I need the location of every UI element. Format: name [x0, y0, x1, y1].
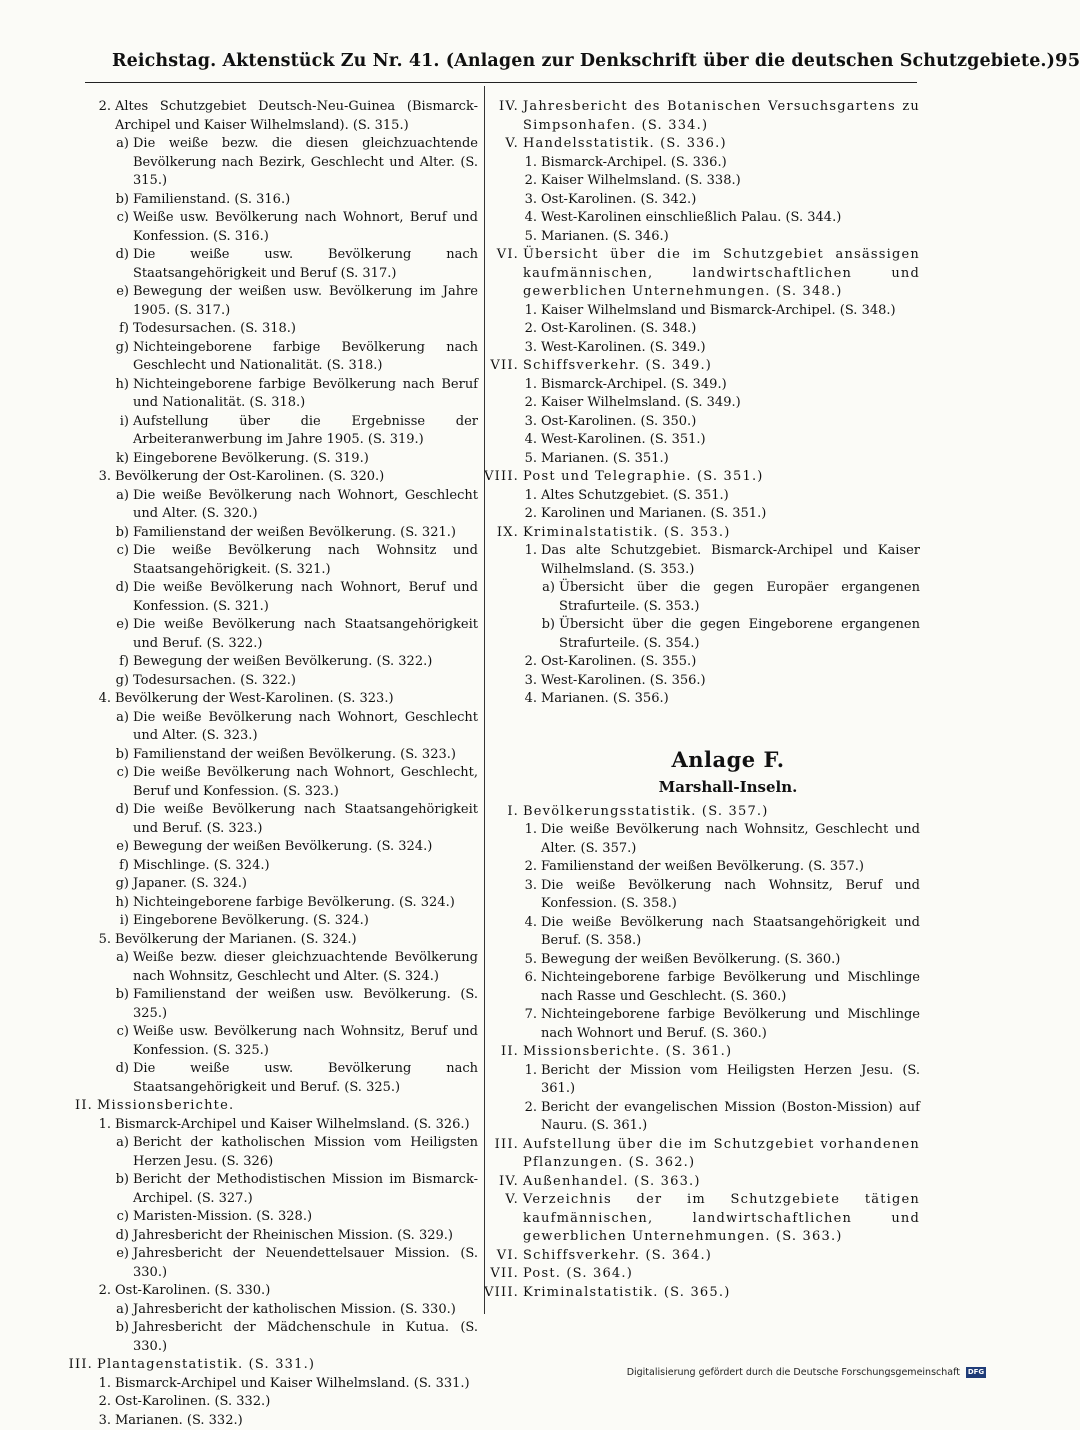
toc-entry-text: West-Karolinen. (S. 349.) — [541, 340, 706, 355]
toc-entry-number: a) — [116, 949, 133, 968]
toc-entry-text: Kriminalstatistik. (S. 353.) — [523, 525, 730, 540]
toc-entry-number: IX. — [497, 524, 523, 543]
toc-entry-text: Bewegung der weißen Bevölkerung. (S. 324.) — [133, 839, 432, 854]
toc-entry — [133, 1208, 478, 1227]
toc-entry-number: a) — [542, 579, 559, 598]
toc-entry-text: Schiffsverkehr. (S. 364.) — [523, 1248, 712, 1263]
toc-entry — [541, 653, 920, 672]
toc-entry-text: Marianen. (S. 351.) — [541, 451, 669, 466]
toc-entry-text: Plantagenstatistik. (S. 331.) — [97, 1357, 315, 1372]
toc-entry-number: g) — [116, 875, 133, 894]
toc-entry-number: 3. — [99, 1412, 115, 1430]
toc-entry — [133, 191, 478, 210]
toc-entry-text: Todesursachen. (S. 318.) — [133, 321, 296, 336]
toc-entry — [133, 320, 478, 339]
toc-entry-number: f) — [119, 857, 133, 876]
toc-entry — [133, 413, 478, 450]
toc-entry — [523, 1043, 920, 1062]
column-divider — [484, 86, 485, 1314]
toc-entry — [541, 690, 920, 709]
toc-entry-number: f) — [119, 653, 133, 672]
toc-entry — [523, 468, 920, 487]
annex-list — [496, 803, 920, 1303]
toc-entry-text: Japaner. (S. 324.) — [133, 876, 247, 891]
toc-entry-text: Weiße bezw. dieser gleichzuachtende Bevölkerung nach Wohnsitz, Geschlecht und Alter. (S. 324.) — [133, 950, 478, 984]
toc-entry-number: i) — [120, 413, 133, 432]
toc-entry-text: West-Karolinen einschließlich Palau. (S. 344.) — [541, 210, 841, 225]
toc-entry — [541, 1099, 920, 1136]
toc-entry — [133, 339, 478, 376]
toc-entry — [133, 1301, 478, 1320]
toc-entry-number: d) — [116, 801, 133, 820]
toc-entry-number: 6. — [525, 969, 541, 988]
toc-entry-number: h) — [116, 376, 133, 395]
toc-entry — [541, 969, 920, 1006]
toc-entry-number: 2. — [525, 505, 541, 524]
toc-entry-number: d) — [116, 1060, 133, 1079]
toc-entry-text: Die weiße Bevölkerung nach Wohnsitz, Beruf und Konfession. (S. 358.) — [541, 878, 920, 912]
toc-entry-number: 5. — [99, 931, 115, 950]
toc-entry — [523, 135, 920, 154]
toc-entry-number: 5. — [525, 228, 541, 247]
toc-entry-text: Übersicht über die im Schutzgebiet ansässigen kaufmännischen, landwirtschaftlichen und gewerblichen Unternehmungen. (S. 348.) — [523, 247, 920, 299]
toc-entry — [133, 1171, 478, 1208]
toc-entry — [541, 858, 920, 877]
toc-entry-text: Weiße usw. Bevölkerung nach Wohnsitz, Beruf und Konfession. (S. 325.) — [133, 1024, 478, 1058]
toc-entry — [133, 579, 478, 616]
toc-entry — [133, 857, 478, 876]
toc-entry-number: e) — [116, 283, 133, 302]
toc-entry-number: 4. — [525, 914, 541, 933]
toc-entry — [133, 376, 478, 413]
toc-entry-number: IV. — [499, 1173, 523, 1192]
toc-entry-number: 5. — [525, 450, 541, 469]
toc-entry-number: 2. — [525, 394, 541, 413]
toc-entry-number: e) — [116, 616, 133, 635]
toc-entry-number: 1. — [99, 1116, 115, 1135]
toc-entry — [523, 1136, 920, 1173]
toc-entry-number: b) — [116, 746, 133, 765]
toc-entry-text: Verzeichnis der im Schutzgebiete tätigen kaufmännischen, landwirtschaftlichen und gewerblichen Unternehmungen. (S. 363.) — [523, 1192, 920, 1244]
toc-entry-text: Außenhandel. (S. 363.) — [523, 1174, 701, 1189]
toc-entry-number: i) — [120, 912, 133, 931]
toc-entry-number: g) — [116, 339, 133, 358]
toc-entry-number: 3. — [525, 339, 541, 358]
toc-entry — [541, 320, 920, 339]
toc-entry — [541, 951, 920, 970]
toc-entry-number: d) — [116, 246, 133, 265]
toc-entry-text: Ost-Karolinen. (S. 350.) — [541, 414, 696, 429]
toc-entry — [541, 172, 920, 191]
toc-entry-number: VII. — [490, 1265, 523, 1284]
toc-entry-text: Familienstand. (S. 316.) — [133, 192, 290, 207]
toc-entry-number: 1. — [525, 542, 541, 561]
toc-entry-text: Nichteingeborene farbige Bevölkerung nach Beruf und Nationalität. (S. 318.) — [133, 377, 478, 411]
toc-entry — [559, 616, 920, 653]
toc-entry-text: Bericht der evangelischen Mission (Boston-Mission) auf Nauru. (S. 361.) — [541, 1100, 920, 1134]
toc-entry-text: Schiffsverkehr. (S. 349.) — [523, 358, 712, 373]
toc-entry-text: West-Karolinen. (S. 356.) — [541, 673, 706, 688]
toc-entry-number: 1. — [525, 154, 541, 173]
footer-credit: Digitalisierung gefördert durch die Deutsche Forschungsgemeinschaft — [627, 1367, 960, 1378]
toc-entry — [133, 542, 478, 579]
toc-entry — [541, 413, 920, 432]
toc-entry-number: 2. — [99, 1393, 115, 1412]
toc-entry — [541, 542, 920, 579]
toc-entry-number: 4. — [525, 431, 541, 450]
toc-entry-text: Bericht der Methodistischen Mission im Bismarck-Archipel. (S. 327.) — [133, 1172, 478, 1206]
toc-entry-text: Handelsstatistik. (S. 336.) — [523, 136, 727, 151]
toc-entry-text: Kaiser Wilhelmsland. (S. 338.) — [541, 173, 741, 188]
toc-entry-number: II. — [501, 1043, 523, 1062]
toc-entry-text: Die weiße bezw. die diesen gleichzuachtende Bevölkerung nach Bezirk, Geschlecht und Alter. (S. 315.) — [133, 136, 478, 188]
toc-entry-number: 3. — [525, 877, 541, 896]
toc-entry-number: 2. — [525, 320, 541, 339]
toc-entry-text: Todesursachen. (S. 322.) — [133, 673, 296, 688]
toc-entry-text: Bewegung der weißen Bevölkerung. (S. 360.) — [541, 952, 840, 967]
toc-entry-text: Bevölkerung der Marianen. (S. 324.) — [115, 932, 357, 947]
toc-entry — [115, 1375, 478, 1394]
toc-entry-number: c) — [117, 1208, 133, 1227]
toc-entry-text: Kriminalstatistik. (S. 365.) — [523, 1285, 730, 1300]
toc-entry-text: Aufstellung über die Ergebnisse der Arbeiteranwerbung im Jahre 1905. (S. 319.) — [133, 414, 478, 448]
toc-entry — [133, 283, 478, 320]
toc-entry — [115, 1282, 478, 1301]
toc-entry-number: 2. — [99, 1282, 115, 1301]
toc-entry-number: c) — [117, 1023, 133, 1042]
toc-entry — [523, 246, 920, 302]
toc-entry-number: VI. — [497, 246, 523, 265]
toc-entry-number: d) — [116, 1227, 133, 1246]
toc-entry-text: Ost-Karolinen. (S. 332.) — [115, 1394, 270, 1409]
toc-entry-number: 2. — [525, 172, 541, 191]
toc-entry-number: 4. — [525, 209, 541, 228]
toc-entry-number: 3. — [525, 672, 541, 691]
toc-entry-text: Marianen. (S. 346.) — [541, 229, 669, 244]
toc-entry-text: Nichteingeborene farbige Bevölkerung und Mischlinge nach Wohnort und Beruf. (S. 360.) — [541, 1007, 920, 1041]
toc-entry-number: 2. — [99, 98, 115, 117]
toc-entry-text: Post. (S. 364.) — [523, 1266, 633, 1281]
toc-entry — [541, 505, 920, 524]
toc-entry — [133, 1023, 478, 1060]
toc-entry-number: c) — [117, 764, 133, 783]
toc-entry-number: a) — [116, 487, 133, 506]
page-header — [112, 50, 917, 78]
toc-entry-text: Die weiße Bevölkerung nach Wohnsitz, Geschlecht und Alter. (S. 357.) — [541, 822, 920, 856]
toc-entry-text: Post und Telegraphie. (S. 351.) — [523, 469, 764, 484]
toc-entry-number: b) — [542, 616, 559, 635]
toc-entry-number: I. — [507, 803, 523, 822]
toc-entry — [133, 450, 478, 469]
toc-entry — [541, 302, 920, 321]
toc-entry — [523, 1265, 920, 1284]
toc-entry-number: a) — [116, 1134, 133, 1153]
toc-entry-text: Jahresbericht der Mädchenschule in Kutua. (S. 330.) — [133, 1320, 478, 1354]
toc-entry-text: Bevölkerung der West-Karolinen. (S. 323.) — [115, 691, 394, 706]
toc-entry — [133, 1227, 478, 1246]
toc-entry — [133, 875, 478, 894]
toc-entry-number: 1. — [525, 821, 541, 840]
toc-entry — [133, 1319, 478, 1356]
toc-entry — [541, 339, 920, 358]
toc-entry-number: b) — [116, 986, 133, 1005]
toc-entry-number: V. — [505, 135, 523, 154]
toc-entry — [97, 1097, 478, 1116]
toc-entry-text: Marianen. (S. 332.) — [115, 1413, 243, 1428]
toc-entry-number: k) — [116, 450, 133, 469]
toc-entry — [133, 986, 478, 1023]
toc-entry-text: Familienstand der weißen Bevölkerung. (S. 321.) — [133, 525, 456, 540]
toc-entry-text: Jahresbericht der katholischen Mission. (S. 330.) — [133, 1302, 456, 1317]
toc-entry — [115, 931, 478, 950]
toc-entry-text: Nichteingeborene farbige Bevölkerung und Mischlinge nach Rasse und Geschlecht. (S. 360.) — [541, 970, 920, 1004]
toc-entry-number: 3. — [99, 468, 115, 487]
toc-entry-number: IV. — [499, 98, 523, 117]
toc-entry-number: VIII. — [484, 468, 523, 487]
toc-entry-number: b) — [116, 1319, 133, 1338]
toc-entry — [133, 1060, 478, 1097]
toc-entry-number: d) — [116, 579, 133, 598]
toc-entry-number: 2. — [525, 1099, 541, 1118]
toc-entry-text: Die weiße usw. Bevölkerung nach Staatsangehörigkeit und Beruf. (S. 325.) — [133, 1061, 478, 1095]
toc-entry — [133, 672, 478, 691]
toc-entry-number: b) — [116, 191, 133, 210]
toc-entry — [541, 1006, 920, 1043]
toc-entry — [541, 376, 920, 395]
toc-entry — [541, 672, 920, 691]
toc-entry — [541, 1062, 920, 1099]
toc-entry-number: V. — [505, 1191, 523, 1210]
toc-entry — [541, 228, 920, 247]
toc-entry-text: Übersicht über die gegen Eingeborene ergangenen Strafurteile. (S. 354.) — [559, 617, 920, 651]
toc-entry-text: Familienstand der weißen Bevölkerung. (S. 323.) — [133, 747, 456, 762]
footer — [608, 1365, 986, 1379]
toc-entry-text: Bismarck-Archipel und Kaiser Wilhelmsland. (S. 326.) — [115, 1117, 470, 1132]
toc-entry — [133, 1134, 478, 1171]
toc-entry-number: 1. — [525, 1062, 541, 1081]
toc-entry — [133, 764, 478, 801]
toc-entry-text: Bevölkerung der Ost-Karolinen. (S. 320.) — [115, 469, 384, 484]
toc-entry-text: Bewegung der weißen Bevölkerung. (S. 322.) — [133, 654, 432, 669]
toc-entry — [541, 487, 920, 506]
toc-entry — [133, 524, 478, 543]
toc-entry — [133, 246, 478, 283]
toc-entry-text: Jahresbericht der Neuendettelsauer Mission. (S. 330.) — [133, 1246, 478, 1280]
toc-entry — [541, 914, 920, 951]
toc-entry-text: Die weiße usw. Bevölkerung nach Staatsangehörigkeit und Beruf (S. 317.) — [133, 247, 478, 281]
toc-entry — [115, 468, 478, 487]
toc-entry-number: III. — [495, 1136, 523, 1155]
toc-entry-text: Die weiße Bevölkerung nach Wohnort, Geschlecht und Alter. (S. 320.) — [133, 488, 478, 522]
toc-entry — [133, 209, 478, 246]
toc-entry-number: a) — [116, 709, 133, 728]
toc-entry-text: Jahresbericht des Botanischen Versuchsgartens zu Simpsonhafen. (S. 334.) — [523, 99, 920, 133]
toc-entry-text: Bismarck-Archipel und Kaiser Wilhelmsland. (S. 331.) — [115, 1376, 470, 1391]
toc-entry — [523, 1284, 920, 1303]
toc-entry-text: Bericht der Mission vom Heiligsten Herzen Jesu. (S. 361.) — [541, 1063, 920, 1097]
toc-entry-number: 3. — [525, 413, 541, 432]
toc-entry — [133, 135, 478, 191]
toc-entry — [541, 394, 920, 413]
toc-entry-text: Die weiße Bevölkerung nach Staatsangehörigkeit und Beruf. (S. 358.) — [541, 915, 920, 949]
page-number: 95 — [1055, 50, 1080, 71]
toc-entry — [115, 1393, 478, 1412]
toc-entry — [541, 877, 920, 914]
dfg-logo-icon: DFG — [966, 1367, 986, 1378]
toc-entry-number: III. — [69, 1356, 97, 1375]
toc-entry-text: Altes Schutzgebiet. (S. 351.) — [541, 488, 729, 503]
toc-entry-text: Die weiße Bevölkerung nach Wohnort, Beruf und Konfession. (S. 321.) — [133, 580, 478, 614]
toc-entry — [115, 98, 478, 135]
toc-entry — [133, 894, 478, 913]
toc-entry — [541, 191, 920, 210]
toc-entry — [541, 450, 920, 469]
toc-entry-number: 1. — [525, 487, 541, 506]
toc-entry — [523, 803, 920, 822]
toc-entry-text: Familienstand der weißen usw. Bevölkerung. (S. 325.) — [133, 987, 478, 1021]
toc-entry — [523, 98, 920, 135]
section-gap — [496, 709, 920, 745]
toc-entry-text: Ost-Karolinen. (S. 330.) — [115, 1283, 270, 1298]
toc-entry-text: Maristen-Mission. (S. 328.) — [133, 1209, 312, 1224]
annex-subtitle: Marshall-Inseln. — [536, 775, 920, 799]
toc-entry-text: Die weiße Bevölkerung nach Staatsangehörigkeit und Beruf. (S. 322.) — [133, 617, 478, 651]
toc-entry — [541, 154, 920, 173]
toc-entry-text: Nichteingeborene farbige Bevölkerung nach Geschlecht und Nationalität. (S. 318.) — [133, 340, 478, 374]
running-title: Reichstag. Aktenstück Zu Nr. 41. (Anlagen zur Denkschrift über die deutschen Schutzgebiete.) — [112, 51, 1055, 71]
toc-entry-text: Bismarck-Archipel. (S. 336.) — [541, 155, 727, 170]
toc-entry-number: e) — [116, 1245, 133, 1264]
toc-entry — [133, 838, 478, 857]
toc-entry — [133, 1245, 478, 1282]
toc-entry-text: Missionsberichte. (S. 361.) — [523, 1044, 732, 1059]
toc-entry-number: 4. — [525, 690, 541, 709]
toc-entry-text: Ost-Karolinen. (S. 348.) — [541, 321, 696, 336]
toc-entry-text: Die weiße Bevölkerung nach Wohnsitz und Staatsangehörigkeit. (S. 321.) — [133, 543, 478, 577]
toc-entry-number: h) — [116, 894, 133, 913]
toc-entry-text: Eingeborene Bevölkerung. (S. 324.) — [133, 913, 369, 928]
toc-entry-text: Das alte Schutzgebiet. Bismarck-Archipel und Kaiser Wilhelmsland. (S. 353.) — [541, 543, 920, 577]
toc-entry-text: Die weiße Bevölkerung nach Wohnort, Geschlecht und Alter. (S. 323.) — [133, 710, 478, 744]
toc-entry-number: 7. — [525, 1006, 541, 1025]
toc-entry — [523, 524, 920, 543]
toc-entry-text: Weiße usw. Bevölkerung nach Wohnort, Beruf und Konfession. (S. 316.) — [133, 210, 478, 244]
toc-entry-number: b) — [116, 524, 133, 543]
toc-entry — [97, 1356, 478, 1375]
toc-entry-number: c) — [117, 542, 133, 561]
toc-entry-number: a) — [116, 135, 133, 154]
toc-entry-number: VIII. — [484, 1284, 523, 1303]
toc-entry — [133, 801, 478, 838]
toc-entry — [133, 746, 478, 765]
toc-entry-text: Aufstellung über die im Schutzgebiet vorhandenen Pflanzungen. (S. 362.) — [523, 1137, 920, 1171]
toc-entry-text: Übersicht über die gegen Europäer ergangenen Strafurteile. (S. 353.) — [559, 580, 920, 614]
toc-entry — [541, 821, 920, 858]
toc-entry-text: Altes Schutzgebiet Deutsch-Neu-Guinea (Bismarck-Archipel und Kaiser Wilhelmsland). (S. 315.) — [115, 99, 478, 133]
toc-entry — [523, 1247, 920, 1266]
toc-entry-text: Kaiser Wilhelmsland. (S. 349.) — [541, 395, 741, 410]
toc-entry — [133, 709, 478, 746]
toc-entry-text: Kaiser Wilhelmsland und Bismarck-Archipel. (S. 348.) — [541, 303, 896, 318]
toc-entry — [133, 616, 478, 653]
toc-entry — [115, 690, 478, 709]
toc-entry-text: Familienstand der weißen Bevölkerung. (S. 357.) — [541, 859, 864, 874]
toc-entry-number: a) — [116, 1301, 133, 1320]
toc-entry-number: 2. — [525, 653, 541, 672]
toc-entry-number: e) — [116, 838, 133, 857]
left-column — [70, 98, 478, 1430]
toc-entry — [133, 949, 478, 986]
toc-entry-text: Mischlinge. (S. 324.) — [133, 858, 270, 873]
toc-entry-text: Ost-Karolinen. (S. 355.) — [541, 654, 696, 669]
toc-entry-number: VI. — [497, 1247, 523, 1266]
toc-entry-number: g) — [116, 672, 133, 691]
toc-entry — [541, 209, 920, 228]
toc-entry-text: Karolinen und Marianen. (S. 351.) — [541, 506, 766, 521]
toc-entry-number: 1. — [525, 302, 541, 321]
toc-entry — [115, 1116, 478, 1135]
toc-entry-text: Bismarck-Archipel. (S. 349.) — [541, 377, 727, 392]
right-column-list — [496, 98, 920, 709]
toc-entry-number: 5. — [525, 951, 541, 970]
toc-entry-number: 4. — [99, 690, 115, 709]
toc-entry — [559, 579, 920, 616]
toc-entry-number: 2. — [525, 858, 541, 877]
toc-entry-number: VII. — [490, 357, 523, 376]
toc-entry-number: f) — [119, 320, 133, 339]
toc-entry-text: Jahresbericht der Rheinischen Mission. (S. 329.) — [133, 1228, 453, 1243]
toc-entry-number: II. — [75, 1097, 97, 1116]
toc-entry-number: b) — [116, 1171, 133, 1190]
toc-entry — [523, 1173, 920, 1192]
toc-entry — [523, 357, 920, 376]
toc-entry-text: Marianen. (S. 356.) — [541, 691, 669, 706]
annex-title: Anlage F. — [536, 745, 920, 775]
toc-entry — [133, 653, 478, 672]
toc-entry-text: Bewegung der weißen usw. Bevölkerung im Jahre 1905. (S. 317.) — [133, 284, 478, 318]
toc-entry-number: 1. — [99, 1375, 115, 1394]
toc-entry-text: Ost-Karolinen. (S. 342.) — [541, 192, 696, 207]
toc-entry — [523, 1191, 920, 1247]
toc-entry — [541, 431, 920, 450]
toc-entry — [133, 487, 478, 524]
toc-entry — [115, 1412, 478, 1430]
toc-entry-number: 3. — [525, 191, 541, 210]
header-rule — [85, 82, 917, 83]
toc-entry-text: West-Karolinen. (S. 351.) — [541, 432, 706, 447]
toc-entry-number: 1. — [525, 376, 541, 395]
toc-entry-text: Die weiße Bevölkerung nach Wohnort, Geschlecht, Beruf und Konfession. (S. 323.) — [133, 765, 478, 799]
toc-entry-text: Die weiße Bevölkerung nach Staatsangehörigkeit und Beruf. (S. 323.) — [133, 802, 478, 836]
toc-entry-text: Nichteingeborene farbige Bevölkerung. (S. 324.) — [133, 895, 455, 910]
toc-entry-text: Missionsberichte. — [97, 1098, 234, 1113]
toc-entry-text: Eingeborene Bevölkerung. (S. 319.) — [133, 451, 369, 466]
right-column — [496, 98, 920, 1302]
toc-entry-text: Bericht der katholischen Mission vom Heiligsten Herzen Jesu. (S. 326) — [133, 1135, 478, 1169]
toc-entry-number: c) — [117, 209, 133, 228]
toc-entry-text: Bevölkerungsstatistik. (S. 357.) — [523, 804, 769, 819]
toc-entry — [133, 912, 478, 931]
